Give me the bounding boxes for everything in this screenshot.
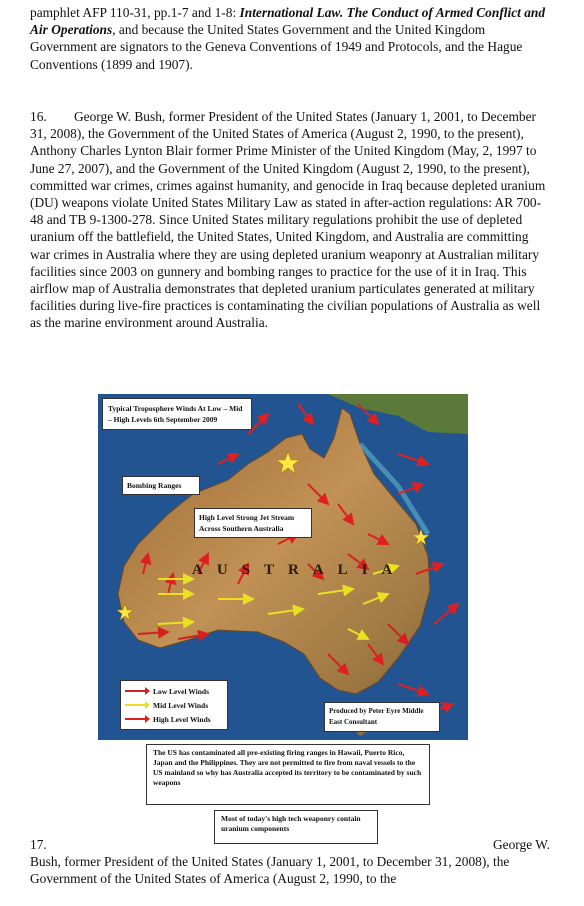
paragraph-17 xyxy=(30,836,550,888)
legend-label-low: Low Level Winds xyxy=(153,686,209,696)
paragraph-number: 16. xyxy=(30,109,47,124)
legend-row-low xyxy=(125,684,223,698)
jet-stream-label: High Level Strong Jet Stream Across Southern Australia xyxy=(194,508,312,538)
p1-text-before: pamphlet AFP 110-31, pp.1-7 and 1-8: xyxy=(30,5,240,20)
australia-label: AUSTRALIA xyxy=(192,562,407,578)
mid-wind-arrow-icon xyxy=(125,704,147,706)
bombing-ranges-label: Bombing Ranges xyxy=(122,476,200,495)
p1-text-after: , and because the United States Government and the United Kingdom Government are signators to the Geneva Conventions of 1949 and Protocols, and the Hague Conventions (1899 and 1907). xyxy=(30,22,523,72)
map-title: Typical Troposphere Winds At Low – Mid – High Levels 6th September 2009 xyxy=(102,398,252,430)
high-wind-arrow-icon xyxy=(125,718,147,720)
paragraph-16-text: George W. Bush, former President of the United States (January 1, 2001, to December 31, 2008), the Government of the United States of America (August 2, 1990, to the present), Anthony Charles Lynton Blair former Prime Minister of the United Kingdom (May, 2, 1997 to June 27, 2007), and the Government of the United Kingdom (August 2, 1990, to the present), committed war crimes, crimes against humanity, and genocide in Iraq because depleted uranium (DU) weapons violate United States Military Law as stated in after-action regulations: AR 700-48 and TB 9-1300-278. Since United States military regulations prohibit the use of depleted uranium off the battlefield, the United States, United Kingdom, and Australia are committing war crimes in Australia where they are using depleted uranium weaponry at Australian military facilities since 2003 on gunnery and bombing ranges to practice for the use of it in Iraq. This airflow map of Australia demonstrates that depleted uranium particulates generated at military facilities during live-fire practices is contaminating the civilian populations of Australia as well as the marine environment around Australia. xyxy=(30,109,546,331)
legend-row-mid xyxy=(125,698,223,712)
legend-label-high: High Level Winds xyxy=(153,714,211,724)
paragraph-16 xyxy=(30,108,550,332)
caption-weaponry: Most of today's high tech weaponry contain uranium components xyxy=(214,810,378,844)
legend-label-mid: Mid Level Winds xyxy=(153,700,209,710)
paragraph-17-text: Bush, former President of the United States (January 1, 2001, to December 31, 2008), the Government of the United States of America (August 2, 1990, to the xyxy=(30,854,510,887)
p1-italic-title: International Law. The Conduct of Armed Conflict and Air Operations xyxy=(30,5,546,38)
map-credit: Produced by Peter Eyre Middle East Consultant xyxy=(324,702,440,732)
paragraph-continuation xyxy=(30,4,550,73)
australia-airflow-map xyxy=(98,394,468,740)
paragraph-17-lead: George W. xyxy=(492,837,550,852)
wind-legend xyxy=(120,680,228,730)
low-wind-arrow-icon xyxy=(125,690,147,692)
legend-row-high xyxy=(125,712,223,726)
caption-contamination: The US has contaminated all pre-existing firing ranges in Hawaii, Puerto Rico, Japan and the Philippines. They are not permitted to fire from naval vessels to the US mainland so why has Australia accepted its territory to be contaminated by such weapons xyxy=(146,744,430,805)
paragraph-number: 17. xyxy=(30,837,47,852)
